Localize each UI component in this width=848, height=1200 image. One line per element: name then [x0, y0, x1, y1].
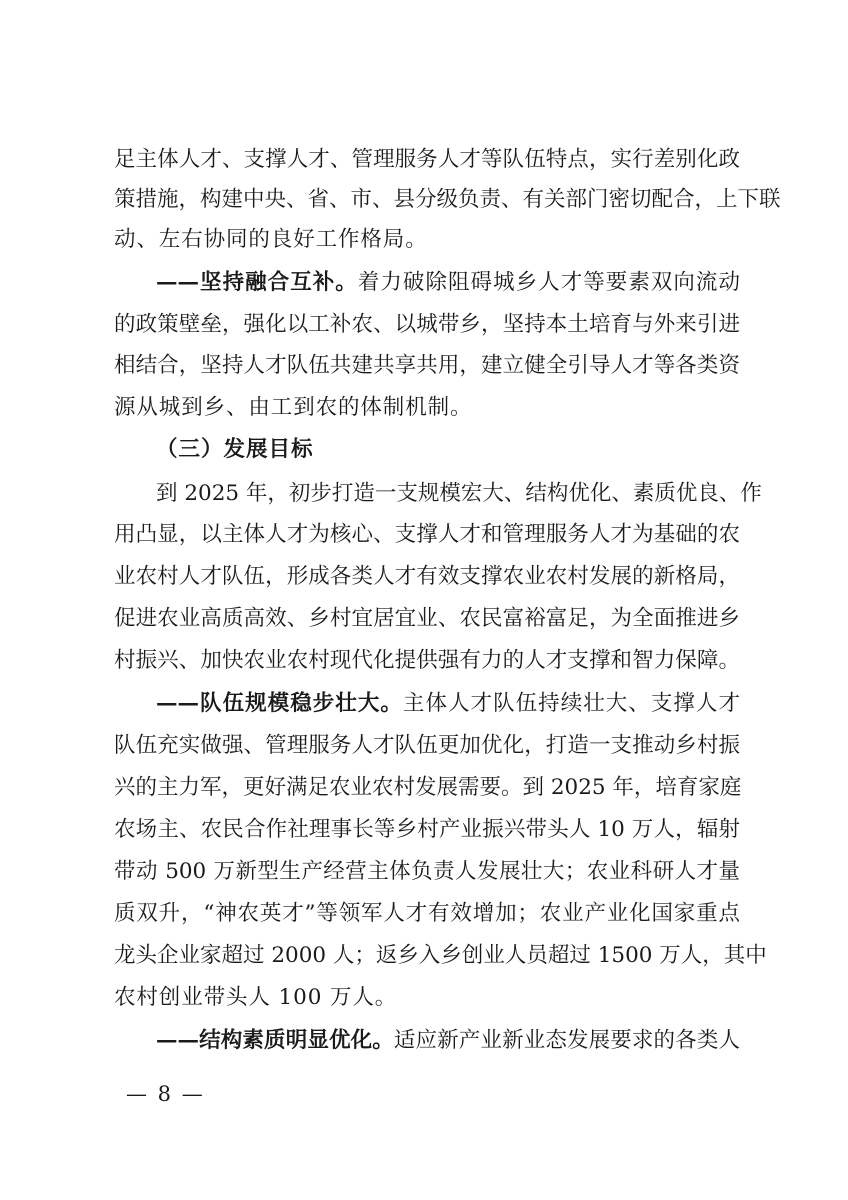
paragraph-4-line-6: 质双升，“神农英才”等领军人才有效增加；农业产业化国家重点 — [114, 901, 740, 926]
paragraph-2-line-1 — [156, 272, 740, 294]
paragraph-5-line-1 — [156, 1030, 740, 1052]
paragraph-4-line-1-text: 主体人才队伍持续壮大、支撑人才 — [402, 691, 740, 716]
paragraph-4-lead: ——队伍规模稳步壮大。 — [156, 691, 403, 716]
paragraph-4-line-5: 带动 500 万新型生产经营主体负责人发展壮大；农业科研人才量 — [114, 859, 740, 884]
paragraph-2-line-2: 的政策壁垒，强化以工补农、以城带乡，坚持本土培育与外来引进 — [114, 312, 740, 337]
paragraph-4-line-2: 队伍充实做强、管理服务人才队伍更加优化，打造一支推动乡村振 — [114, 733, 740, 758]
section-heading: （三）发展目标 — [156, 437, 314, 462]
paragraph-1-line-1: 足主体人才、支撑人才、管理服务人才等队伍特点，实行差别化政 — [114, 147, 740, 172]
paragraph-2-line-1-text: 着力破除阻碍城乡人才等要素双向流动 — [357, 270, 740, 295]
paragraph-3-line-2: 用凸显，以主体人才为核心、支撑人才和管理服务人才为基础的农 — [114, 522, 740, 547]
paragraph-4-line-4: 农场主、农民合作社理事长等乡村产业振兴带头人 10 万人，辐射 — [114, 817, 740, 842]
paragraph-4-line-7: 龙头企业家超过 2000 人；返乡入乡创业人员超过 1500 万人，其中 — [114, 943, 767, 968]
paragraph-3-line-1: 到 2025 年，初步打造一支规模宏大、结构优化、素质优良、作 — [156, 481, 762, 506]
paragraph-2-lead: ——坚持融合互补。 — [156, 270, 358, 295]
paragraph-5-line-1-text: 适应新产业新业态发展要求的各类人 — [393, 1028, 740, 1053]
paragraph-2-line-3: 相结合，坚持人才队伍共建共享共用，建立健全引导人才等各类资 — [114, 353, 740, 378]
paragraph-4-line-3: 兴的主力军，更好满足农业农村发展需要。到 2025 年，培育家庭 — [114, 775, 742, 800]
paragraph-5-lead: ——结构素质明显优化。 — [156, 1028, 394, 1053]
paragraph-3-line-3: 业农村人才队伍，形成各类人才有效支撑农业农村发展的新格局， — [114, 564, 740, 589]
paragraph-3-line-5: 村振兴、加快农业农村现代化提供强有力的人才支撑和智力保障。 — [114, 648, 740, 673]
paragraph-4-line-1 — [156, 693, 740, 715]
paragraph-4-line-8: 农村创业带头人 100 万人。 — [114, 985, 398, 1010]
paragraph-3-line-4: 促进农业高质高效、乡村宜居宜业、农民富裕富足，为全面推进乡 — [114, 606, 740, 631]
paragraph-1-line-3: 动、左右协同的良好工作格局。 — [114, 227, 428, 252]
page-number: — 8 — — [126, 1082, 205, 1106]
paragraph-2-line-4: 源从城到乡、由工到农的体制机制。 — [114, 395, 473, 420]
paragraph-1-line-2: 策措施，构建中央、省、市、县分级负责、有关部门密切配合，上下联 — [114, 187, 781, 212]
